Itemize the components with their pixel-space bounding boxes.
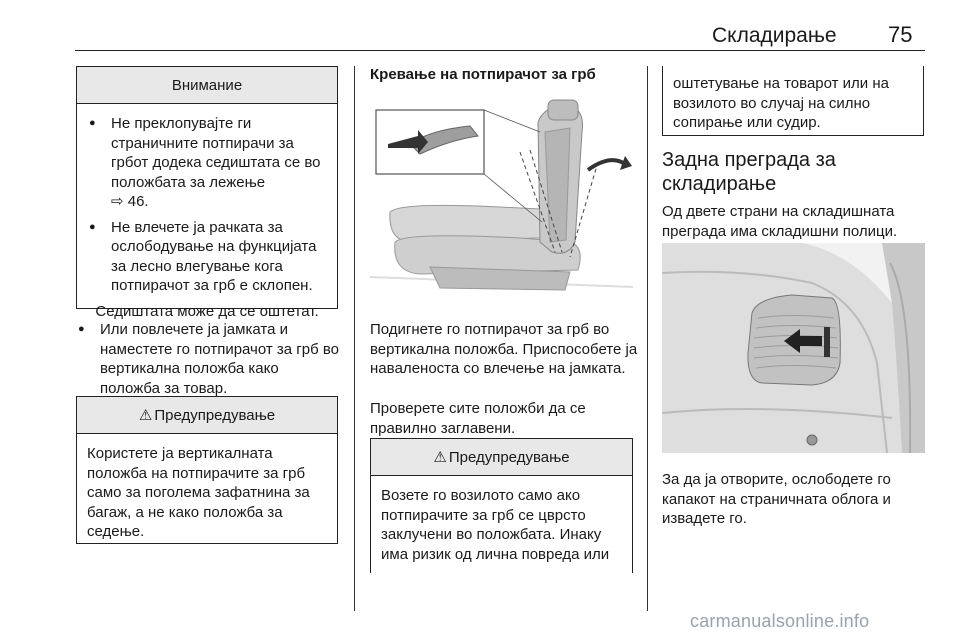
page-ref: 46. [127, 193, 149, 210]
warning-box-header [77, 397, 337, 434]
warning-box-2-title: Предупредување [448, 449, 570, 466]
attention-note: Седиштата може да се оштетат. [95, 302, 319, 320]
warning-box-title: Предупредување [154, 407, 276, 424]
paragraph-1: Подигнете го потпирачот за грб во вертикална положба. Приспособете ја навaленоста со влечење на јамката. [370, 321, 638, 377]
paragraph-3: Од двете страни на складишната преграда има складишни полици. [662, 203, 898, 240]
section-heading: Кревање на потпирачот за грб [370, 66, 596, 83]
warning-box-body: Користете ја вертикалната положба на потпирачите за грб само за поголема зафатнина за багаж, а не како положба за седење. [87, 445, 310, 540]
paragraph-4: За да ја отворите, ослободете го капакот на страничната облога и извадете го. [662, 471, 891, 527]
bullet-text: Или повлечете ја јамката и наместете го потпирачот за грб во вертикална положба како положба за товар. [100, 321, 340, 397]
instruction-bullet [76, 320, 342, 404]
attention-item-text: Не влечете ја рачката за ослободување на функцијата за лесно влегување кога потпирачот за грб е склопен. [111, 218, 317, 294]
page-number: 75 [888, 22, 913, 47]
bullet-item [76, 320, 342, 398]
warning-box-2-header [371, 439, 632, 476]
attention-item [87, 218, 327, 296]
warning-box [76, 396, 338, 544]
seat-illustration [370, 92, 633, 302]
attention-item [87, 114, 327, 212]
paragraph-2: Проверете сите положби да се правилно заглавени. [370, 400, 586, 437]
column-divider [647, 66, 648, 611]
attention-box [76, 66, 338, 320]
storage-illustration [662, 243, 925, 453]
seat-backrest-image [370, 92, 633, 302]
warning-box-2 [370, 438, 633, 573]
warning-box-2-body: Возете го возилото само ако потпирачите за грб се цврсто заклучени во положбата. Инаку има ризик од лична повреда или [381, 487, 610, 563]
warning-continued-text: оштетување на товарот или на возилото во случај на силно сопирање или судир. [673, 75, 889, 131]
page-ref-icon: ⇨ [111, 193, 124, 210]
attention-item-text: Не преклопувајте ги страничните потпирачи за грбот додека седиштата се во положбата за лежење [111, 115, 321, 191]
warning-triangle-icon: ⚠ [433, 449, 447, 466]
header-rule [75, 50, 925, 51]
attention-box-body [77, 104, 337, 321]
storage-compartment-image [662, 243, 925, 453]
column-divider [354, 66, 355, 611]
warning-box-continued [662, 66, 924, 136]
section-subheading: Задна преграда за складирање [662, 149, 836, 195]
page-header-title: Складирање [712, 24, 837, 47]
attention-box-title: Внимание [77, 67, 337, 104]
warning-triangle-icon: ⚠ [138, 407, 153, 424]
watermark: carmanualsonline.info [690, 611, 870, 631]
